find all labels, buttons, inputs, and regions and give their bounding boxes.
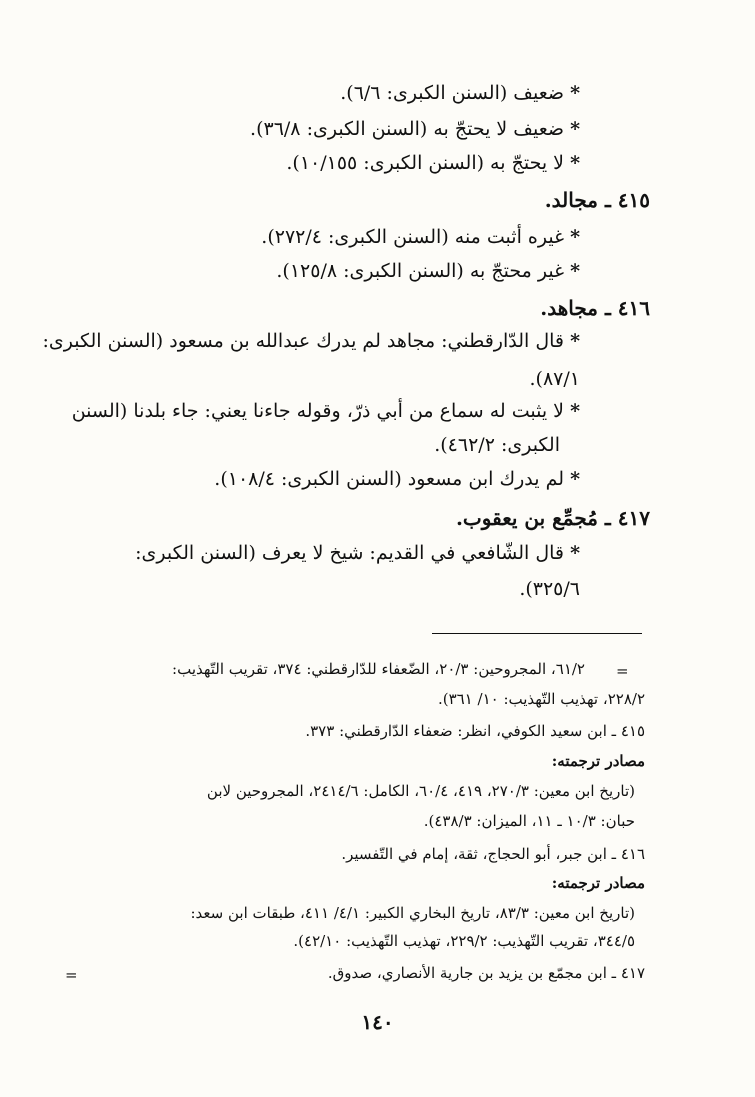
footnote-line: ٢٢٨/٢، تهذيب التّهذيب: ١٠/ ٣٦١). [437,690,645,708]
entry-text: لم يدرك ابن مسعود (السنن الكبرى: ١٠٨/٤). [214,468,565,490]
entry-heading-416: ٤١٦ ـ مجاهد. [540,296,650,320]
footnote-line: ٦١/٢، المجروحين: ٢٠/٣، الضّعفاء للدّارقطني: ٣٧٤، تقريب التّهذيب: [172,660,585,678]
bullet: * [570,330,580,352]
bullet: * [570,542,580,564]
entry-heading-417: ٤١٧ ـ مُجمِّع بن يعقوب. [455,506,650,530]
sources-label: مصادر ترجمته: [551,874,645,892]
bullet: * [570,152,580,174]
entry-text: قال الدّارقطني: مجاهد لم يدرك عبدالله بن مسعود (السنن الكبرى: [42,330,565,352]
list-item [261,226,580,248]
list-item [250,118,580,140]
bullet: * [570,400,580,422]
bullet: * [570,118,580,140]
list-item [286,152,580,174]
footnote-line: (تاريخ ابن معين: ٢٧٠/٣، ٤١٩، ٦٠/٤، الكامل: ٢٤١٤/٦، المجروحين لابن [206,782,635,800]
list-item [276,260,580,282]
list-item [214,468,580,490]
footnote-line: (تاريخ ابن معين: ٨٣/٣، تاريخ البخاري الكبير: ٤/١/ ٤١١، طبقات ابن سعد: [190,904,635,922]
entry-text: ضعيف (السنن الكبرى: ٦/٦). [340,82,565,104]
bullet: * [570,82,580,104]
list-item-continuation: الكبرى: ٤٦٢/٢). [434,434,560,456]
list-item [340,82,580,104]
entry-heading-415: ٤١٥ ـ مجالد. [544,188,650,212]
bullet: * [570,260,580,282]
entry-text: لا يحتجّ به (السنن الكبرى: ١٠/١٥٥). [286,152,565,174]
list-item [43,330,581,352]
bullet: * [570,468,580,490]
footnote-line: حبان: ١٠/٣ ـ ١١، الميزان: ٤٣٨/٣). [423,812,635,830]
footnote-417: ٤١٧ ـ ابن مجمّع بن يزيد بن جارية الأنصاري، صدوق. [327,964,645,982]
continuation-mark: = [616,662,629,680]
list-item-continuation: ٣٢٥/٦). [519,578,580,600]
footnote-divider [432,633,642,634]
list-item-continuation: ٨٧/١). [529,368,580,390]
continuation-mark: = [65,966,78,984]
entry-text: ضعيف لا يحتجّ به (السنن الكبرى: ٣٦/٨). [250,118,565,140]
sources-label: مصادر ترجمته: [551,752,645,770]
entry-text: غيره أثبت منه (السنن الكبرى: ٢٧٢/٤). [261,226,565,248]
footnote-line: ٣٤٤/٥، تقريب التّهذيب: ٢٢٩/٢، تهذيب التّهذيب: ٤٢/١٠). [293,932,635,950]
list-item [72,400,580,422]
entry-text: لا يثبت له سماع من أبي ذرّ، وقوله جاءنا يعني: جاء بلدنا (السنن [71,400,565,422]
footnote-415: ٤١٥ ـ ابن سعيد الكوفي، انظر: ضعفاء الدّارقطني: ٣٧٣. [305,722,645,740]
entry-text: غير محتجّ به (السنن الكبرى: ١٢٥/٨). [276,260,565,282]
page-number: ١٤٠ [361,1010,394,1034]
bullet: * [570,226,580,248]
footnote-416: ٤١٦ ـ ابن جبر، أبو الحجاج، ثقة، إمام في التّفسير. [341,845,645,863]
list-item [135,542,580,564]
entry-text: قال الشّافعي في القديم: شيخ لا يعرف (السنن الكبرى: [135,542,565,564]
